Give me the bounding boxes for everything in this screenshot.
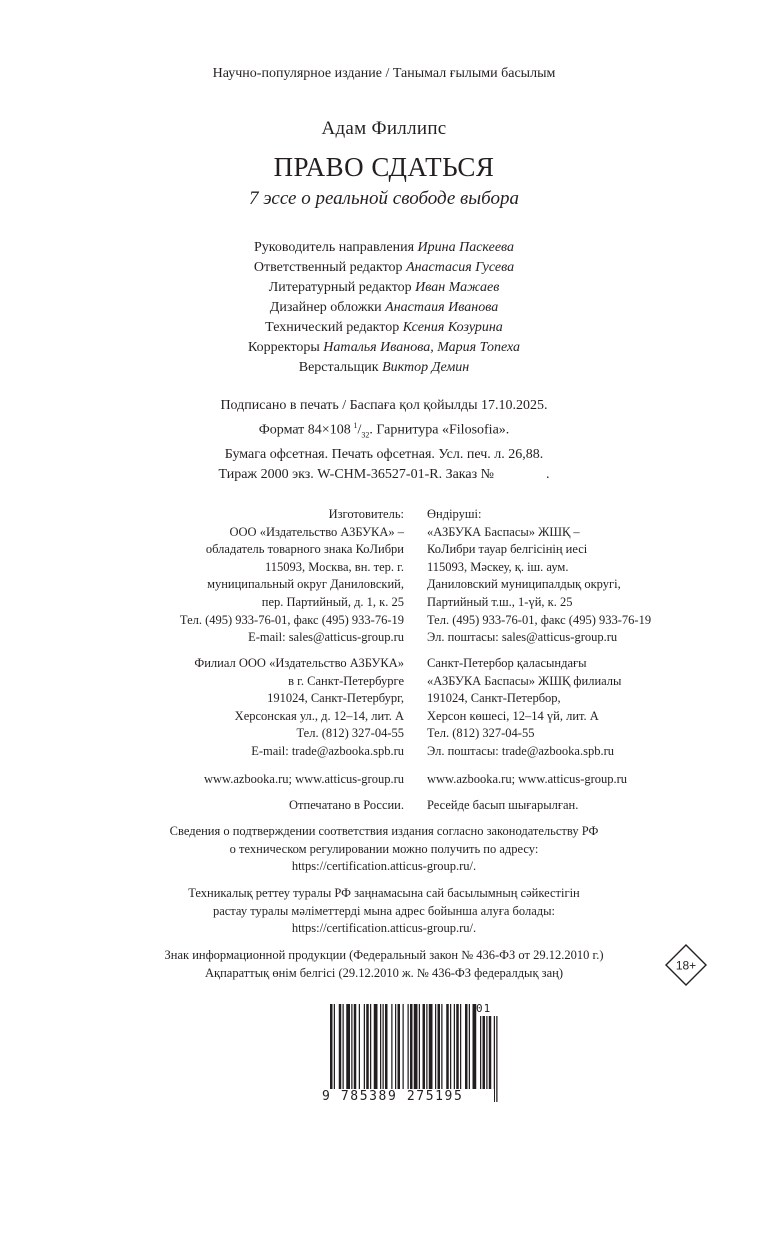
barcode-bar [446, 1004, 449, 1102]
branch-line: Херсонская ул., д. 12–14, лит. А [234, 708, 404, 723]
barcode-bar [354, 1004, 357, 1102]
barcode-bar [395, 1004, 396, 1102]
barcode-bar [423, 1004, 426, 1102]
barcode-bar [364, 1004, 365, 1102]
book-title: ПРАВО СДАТЬСЯ [273, 152, 495, 182]
manufacturer-phone: Тел. (495) 933-76-01, факс (495) 933-76-19 [179, 612, 404, 627]
manufacturer-line: КоЛибри тауар белгісінің иесі [427, 542, 588, 557]
barcode-bar [435, 1004, 436, 1102]
barcode-bar [456, 1004, 459, 1102]
credit-line: Корректоры Наталья Иванова, Мария Топеха [247, 340, 521, 355]
manufacturer-ru [180, 506, 404, 647]
printed-in-kz: Ресейде басып шығарылған. [427, 798, 579, 812]
printed-in-ru: Отпечатано в России. [289, 798, 404, 812]
manufacturer-line: 115093, Мәскеу, қ. іш. аум. [427, 559, 569, 574]
barcode-bar [330, 1004, 333, 1102]
manufacturer-heading: Өндіруші: [427, 507, 482, 521]
barcode-bar [403, 1004, 404, 1102]
certification-line: Сведения о подтверждении соответствия издания согласно законодательству РФ [169, 824, 599, 838]
certification-kz [0, 885, 768, 938]
genre-line: Научно-популярное издание / Танымал ғылыми басылым [212, 66, 556, 81]
barcode-addon: 01 [476, 1002, 492, 1015]
credit-line: Литературный редактор Иван Мажаев [268, 280, 500, 295]
author-name: Адам Филлипс [321, 118, 447, 139]
info-mark-text [0, 947, 768, 982]
barcode-bar [366, 1004, 369, 1102]
barcode-bar [408, 1004, 409, 1102]
branch-line: Филиал ООО «Издательство АЗБУКА» [194, 656, 404, 670]
barcode-bar [450, 1004, 451, 1102]
certification-line: о техническом регулировании можно получить по адресу: [229, 841, 539, 856]
manufacturer-heading: Изготовитель: [328, 507, 404, 521]
manufacturer-line: Партийный т.ш., 1-үй, к. 25 [427, 594, 573, 609]
info-mark-ru: Знак информационной продукции (Федеральный закон № 436-ФЗ от 29.12.2010 г.) [164, 948, 604, 962]
branch-line: в г. Санкт-Петербурге [288, 673, 404, 688]
manufacturer-kz [427, 506, 651, 647]
manufacturer-email: E-mail: sales@atticus-group.ru [248, 630, 404, 645]
manufacturer-line: «АЗБУКА Баспасы» ЖШҚ – [427, 524, 580, 539]
credit-line: Ответственный редактор Анастасия Гусева [253, 260, 515, 275]
barcode-bar [374, 1004, 378, 1102]
branch-line: 191024, Санкт-Петербор, [427, 691, 561, 706]
barcode-bar [359, 1004, 360, 1102]
certification-url: https://certification.atticus-group.ru/. [291, 859, 477, 874]
manufacturer-line: Даниловский муниципалдық округі, [427, 577, 621, 592]
manufacturer-line: муниципальный округ Даниловский, [207, 577, 404, 592]
barcode-bar [334, 1004, 335, 1102]
book-subtitle: 7 эссе о реальной свободе выбора [249, 188, 519, 209]
credit-line: Верстальщик Виктор Демин [298, 360, 470, 375]
barcode-bar [351, 1004, 352, 1102]
print-info [0, 396, 768, 485]
barcode-bar [385, 1004, 388, 1102]
age-rating-icon [665, 944, 707, 986]
websites-kz: www.azbooka.ru; www.atticus-group.ru [427, 772, 628, 786]
barcode-bar [426, 1004, 427, 1102]
format-line: Формат 84×108 $^1/_{32}$. Гарнитура «Filosofia». [258, 421, 510, 440]
websites-ru: www.azbooka.ru; www.atticus-group.ru [203, 772, 404, 786]
barcode-bar [343, 1004, 344, 1102]
manufacturer-line: обладатель товарного знака КоЛибри [205, 542, 404, 557]
barcode-bar [370, 1004, 371, 1102]
certification-ru [0, 823, 768, 876]
manufacturer-email: Эл. поштасы: sales@atticus-group.ru [427, 630, 618, 645]
credit-line: Руководитель направления Ирина Паскеева [253, 240, 515, 255]
branch-email: Эл. поштасы: trade@azbooka.spb.ru [427, 743, 615, 758]
barcode-bar [380, 1004, 381, 1102]
manufacturer-line: 115093, Москва, вн. тер. г. [264, 559, 404, 574]
barcode-bar [454, 1004, 455, 1102]
barcode-bar [438, 1004, 441, 1102]
barcode-bar [339, 1004, 342, 1102]
branch-phone: Тел. (812) 327-04-55 [427, 726, 535, 741]
branch-ru [194, 655, 404, 761]
certification-url: https://certification.atticus-group.ru/. [291, 921, 477, 936]
barcode-bar [441, 1004, 442, 1102]
barcode-bar [383, 1004, 384, 1102]
credits-block [0, 238, 768, 378]
branch-line: Херсон көшесі, 12–14 үй, лит. А [427, 708, 599, 723]
manufacturer-line: ООО «Издательство АЗБУКА» – [229, 524, 404, 539]
certification-line: Техникалық реттеу туралы РФ заңнамасына сай басылымның сәйкестігін [188, 886, 580, 900]
barcode-bar [460, 1004, 461, 1102]
manufacturer-line: пер. Партийный, д. 1, к. 25 [261, 594, 404, 609]
run-line: Тираж 2000 экз. W-CHM-36527-01-R. Заказ № . [218, 467, 550, 483]
credit-line: Технический редактор Ксения Козурина [265, 320, 503, 335]
branch-line: 191024, Санкт-Петербург, [267, 691, 404, 706]
manufacturer-phone: Тел. (495) 933-76-01, факс (495) 933-76-19 [427, 612, 652, 627]
paper-line: Бумага офсетная. Печать офсетная. Усл. печ. л. 26,88. [224, 447, 544, 463]
credit-line: Дизайнер обложки Анастаия Иванова [269, 300, 499, 315]
barcode-bar [419, 1004, 420, 1102]
info-mark-kz: Ақпараттық өнім белгісі (29.12.2010 ж. № 436-ФЗ федералдық заң) [205, 965, 563, 980]
barcode-addon-bar [496, 1016, 497, 1102]
branch-kz [427, 655, 621, 761]
barcode-bar [429, 1004, 433, 1102]
barcode-bar [465, 1004, 468, 1102]
barcode-bar [473, 1004, 477, 1102]
barcode-bar [414, 1004, 418, 1102]
branch-phone: Тел. (812) 327-04-55 [296, 726, 404, 741]
barcode-bar [469, 1004, 470, 1102]
branch-line: Санкт-Петербор қаласындағы [427, 656, 587, 670]
barcode-bar [391, 1004, 392, 1102]
barcode-bar [398, 1004, 401, 1102]
signed-line: Подписано в печать / Баспаға қол қойылды 17.10.2025. [220, 398, 548, 413]
barcode-digits: 9 785389 275195 [320, 1089, 494, 1104]
certification-line: растау туралы мәліметтерді мына адрес бойынша алуға болады: [212, 903, 556, 918]
branch-email: E-mail: trade@azbooka.spb.ru [251, 743, 404, 758]
branch-line: «АЗБУКА Баспасы» ЖШҚ филиалы [427, 673, 622, 688]
barcode-bar [410, 1004, 413, 1102]
age-rating-label: 18+ [675, 958, 697, 973]
barcode-bar [346, 1004, 350, 1102]
